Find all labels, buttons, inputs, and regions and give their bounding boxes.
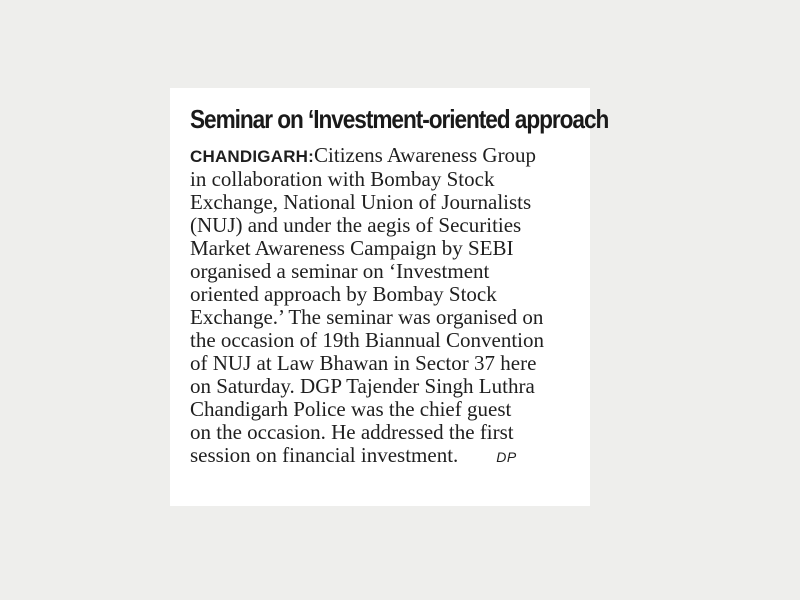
article-line: Exchange.’ The seminar was organised on (190, 305, 544, 329)
article-line-text: Citizens Awareness Group (314, 143, 537, 167)
article-line (190, 444, 580, 469)
article-line: (NUJ) and under the aegis of Securities (190, 213, 522, 237)
article-line: Chandigarh Police was the chief guest (190, 397, 512, 421)
article-line: of NUJ at Law Bhawan in Sector 37 here (190, 351, 537, 375)
article-line: Exchange, National Union of Journalists (190, 190, 532, 214)
article-line (190, 144, 580, 168)
article-headline: Seminar on ‘Investment-oriented approach (190, 104, 609, 134)
article-line: in collaboration with Bombay Stock (190, 167, 495, 191)
article-body (190, 144, 580, 469)
article-line: organised a seminar on ‘Investment (190, 259, 490, 283)
article-line-text: session on financial investment. (190, 443, 459, 467)
news-clipping (170, 88, 609, 506)
article-line: on Saturday. DGP Tajender Singh Luthra (190, 374, 535, 398)
article-line: Market Awareness Campaign by SEBI (190, 236, 514, 260)
article-byline: DP (496, 449, 517, 465)
article-line: on the occasion. He addressed the first (190, 420, 514, 444)
article-dateline: CHANDIGARH: (190, 147, 315, 166)
article-line: the occasion of 19th Biannual Convention (190, 328, 545, 352)
article-line: oriented approach by Bombay Stock (190, 282, 497, 306)
